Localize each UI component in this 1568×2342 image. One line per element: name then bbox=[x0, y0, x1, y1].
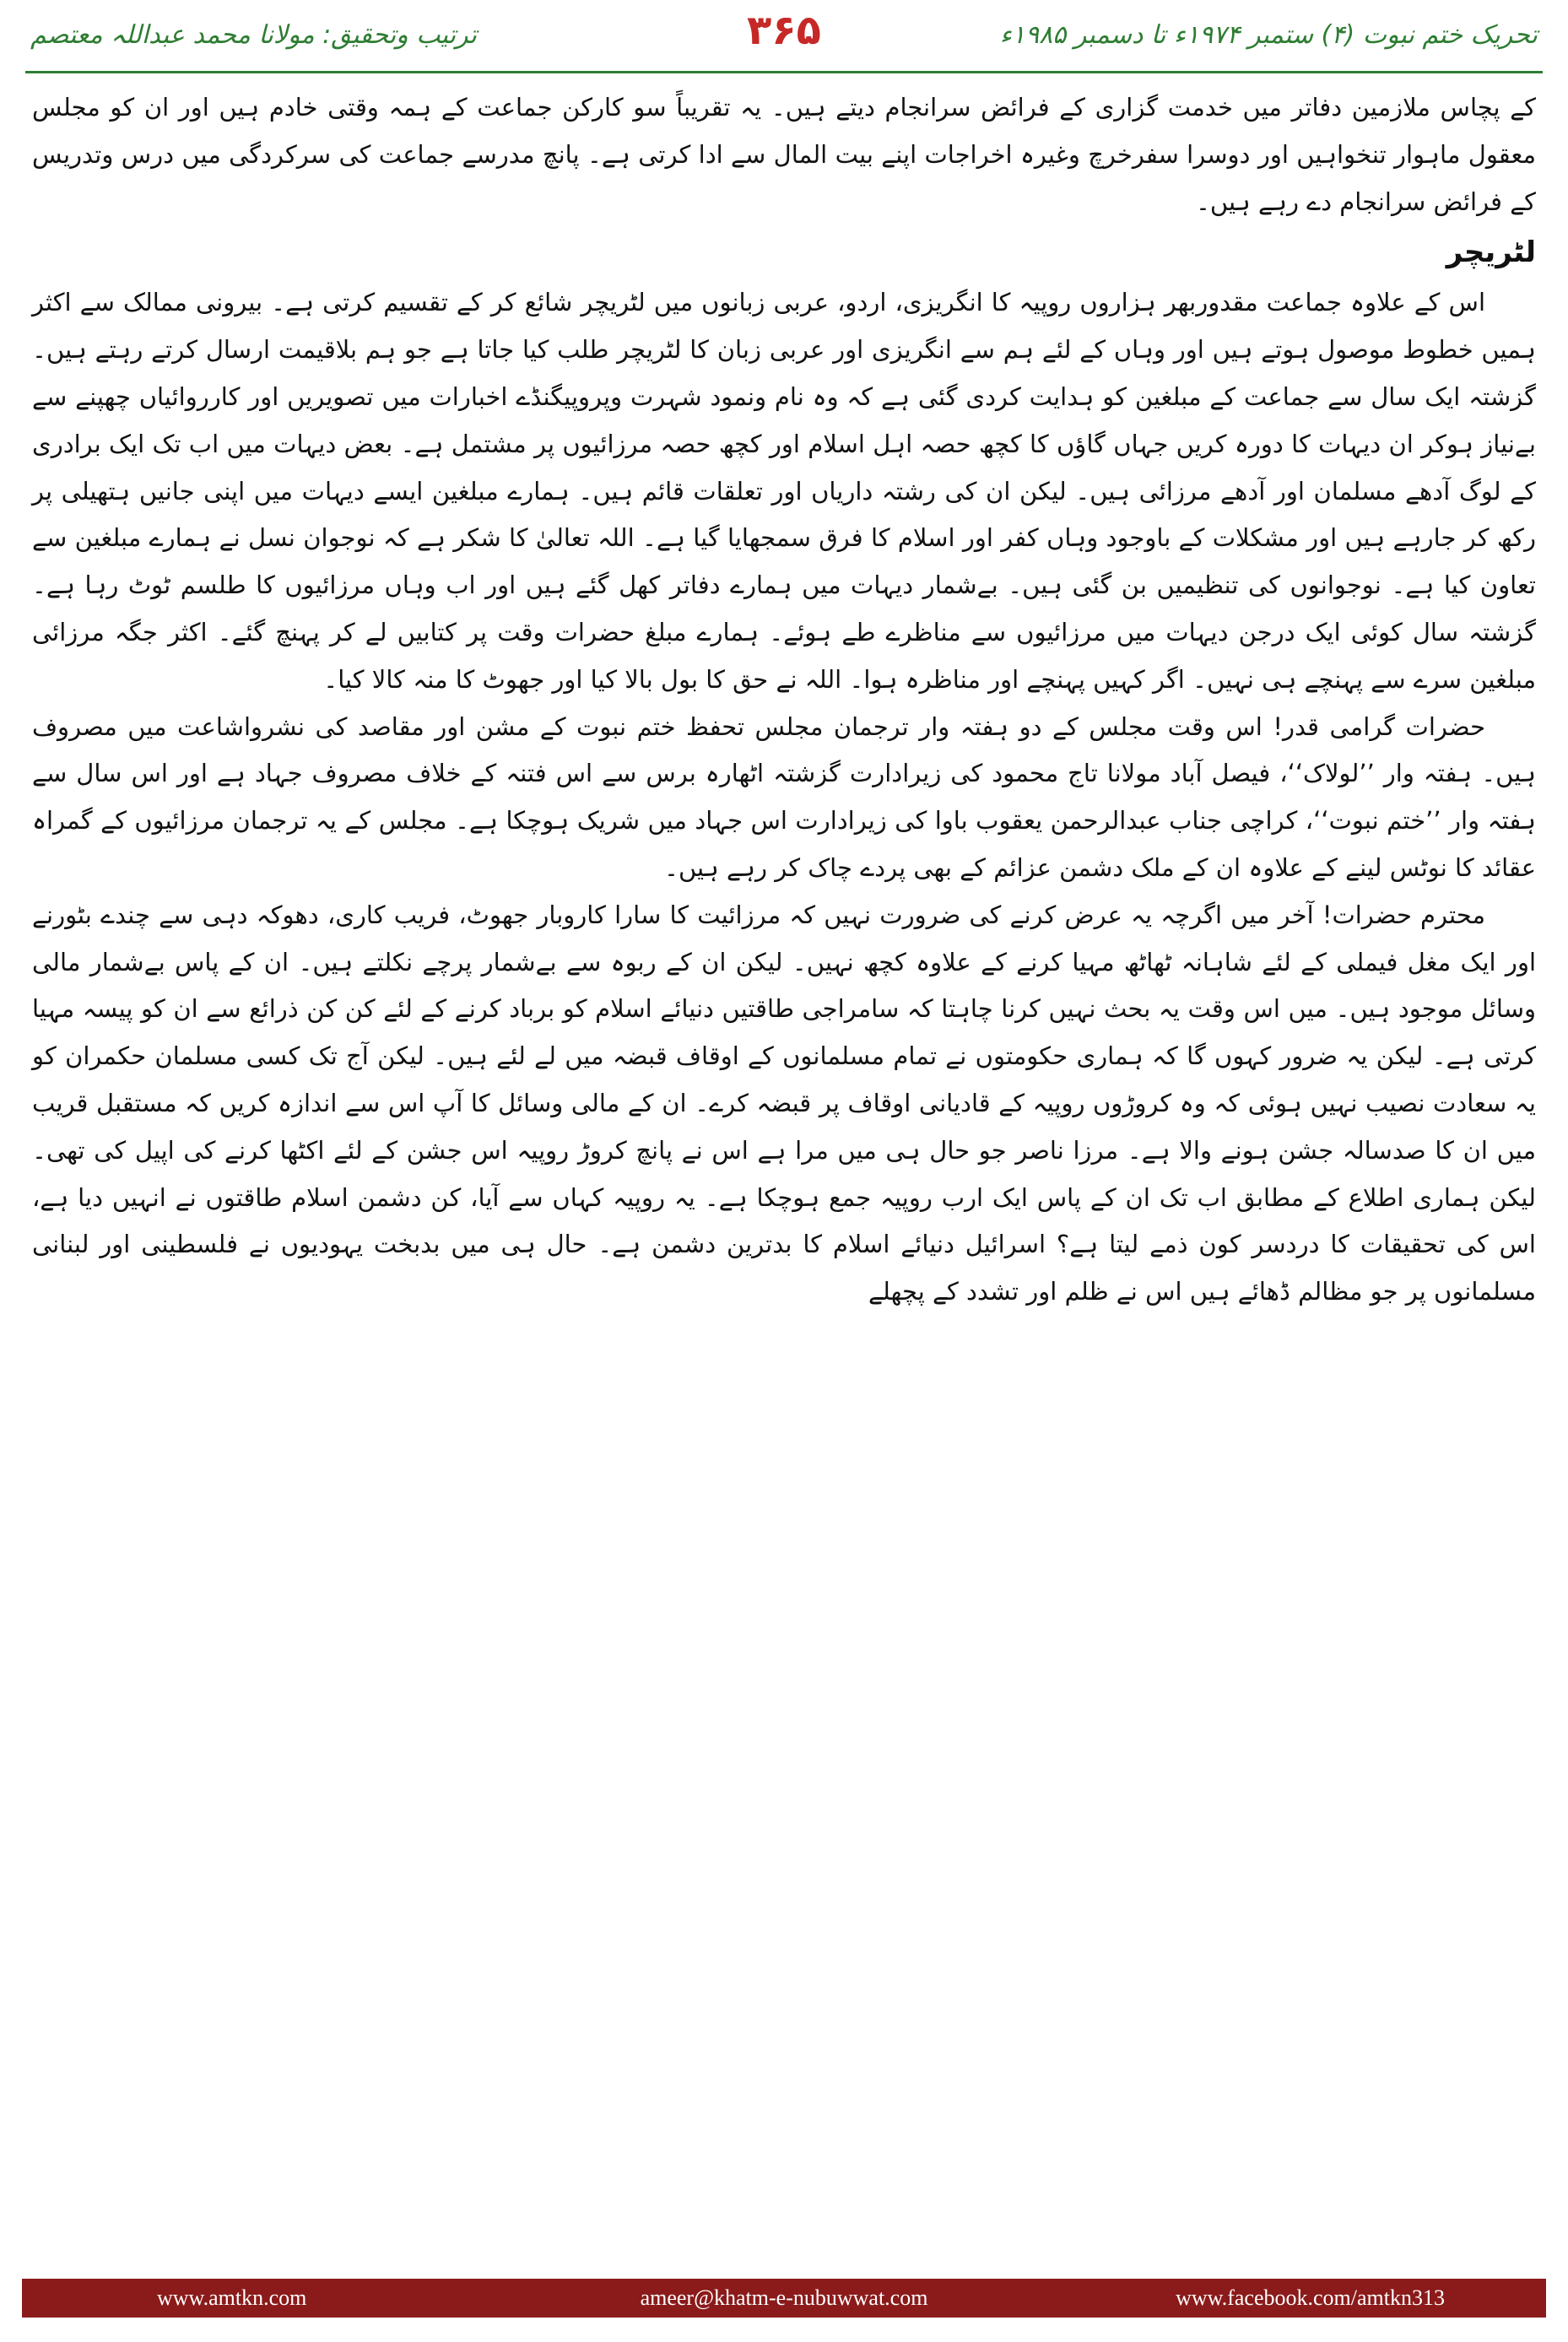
footer-facebook-link[interactable]: www.facebook.com/amtkn313 bbox=[1176, 2285, 1445, 2310]
page-header bbox=[0, 0, 1568, 74]
page-body bbox=[32, 84, 1536, 2258]
paragraph-4: محترم حضرات! آخر میں اگرچہ یہ عرض کرنے کی ضرورت نہیں کہ مرزائیت کا سارا کاروبار جھوٹ، فریب کاری، دھوکہ دہی سے چندے بٹورنے اور ایک مغل فیملی کے لئے شاہانہ ٹھاٹھ مہیا کرنے کے علاوہ کچھ نہیں۔ لیکن ان کے ربوہ سے بےشمار پرچے نکلتے ہیں۔ ان کے پاس بےشمار مالی وسائل موجود ہیں۔ میں اس وقت یہ بحث نہیں کرنا چاہتا کہ سامراجی طاقتیں دنیائے اسلام کو برباد کرنے کے لئے کن کن ذرائع سے ان کو پیسہ مہیا کرتی ہے۔ لیکن یہ ضرور کہوں گا کہ ہماری حکومتوں نے تمام مسلمانوں کے اوقاف قبضہ میں لے لئے ہیں۔ لیکن آج تک کسی مسلمان حکمران کو یہ سعادت نصیب نہیں ہوئی کہ وہ کروڑوں روپیہ کے قادیانی اوقاف پر قبضہ کرے۔ ان کے مالی وسائل کا آپ اس سے اندازہ کریں کہ مستقبل قریب میں ان کا صدسالہ جشن ہونے والا ہے۔ مرزا ناصر جو حال ہی میں مرا ہے اس نے پانچ کروڑ روپیہ اس جشن کے لئے اکٹھا کرنے کی اپیل کی تھی۔ لیکن ہماری اطلاع کے مطابق اب تک ان کے پاس ایک ارب روپیہ جمع ہوچکا ہے۔ یہ روپیہ کہاں سے آیا، کن دشمن اسلام طاقتوں نے انہیں دیا ہے، اس کی تحقیقات کا دردسر کون ذمے لیتا ہے؟ اسرائیل دنیائے اسلام کا بدترین دشمن ہے۔ حال ہی میں بدبخت یہودیوں نے فلسطینی اور لبنانی مسلمانوں پر جو مظالم ڈھائے ہیں اس نے ظلم اور تشدد کے پچھلے bbox=[32, 900, 1536, 1306]
section-heading: لٹریچر bbox=[1446, 235, 1536, 270]
footer-email-link[interactable]: ameer@khatm-e-nubuwwat.com bbox=[640, 2285, 928, 2310]
page-footer bbox=[22, 2279, 1546, 2318]
page-number: ۳۶۵ bbox=[747, 7, 821, 54]
header-divider bbox=[25, 71, 1543, 73]
paragraph-3: حضرات گرامی قدر! اس وقت مجلس کے دو ہفتہ وار ترجمان مجلس تحفظ ختم نبوت کے مشن اور مقاصد کی نشرواشاعت میں مصروف ہیں۔ ہفتہ وار ’’لولاک‘‘، فیصل آباد مولانا تاج محمود کی زیرادارت گزشتہ اٹھارہ برس سے اس فتنہ کے خلاف مصروف جہاد ہے اور اس سال سے ہفتہ وار ’’ختم نبوت‘‘، کراچی جناب عبدالرحمن یعقوب باوا کی زیرادارت اس جہاد میں شریک ہوچکا ہے۔ مجلس کے یہ ترجمان مرزائیوں کے گمراہ عقائد کا نوٹس لینے کے علاوہ ان کے ملک دشمن عزائم کے بھی پردے چاک کر رہے ہیں۔ bbox=[32, 711, 1536, 882]
book-title: تحریک ختم نبوت (۴) ستمبر ۱۹۷۴ء تا دسمبر ۱۹۸۵ء bbox=[999, 20, 1538, 50]
paragraph-2: اس کے علاوہ جماعت مقدوربھر ہزاروں روپیہ کا انگریزی، اردو، عربی زبانوں میں لٹریچر شائع کر کے تقسیم کرتی ہے۔ بیرونی ممالک سے اکثر ہمیں خطوط موصول ہوتے ہیں اور وہاں کے لئے ہم سے انگریزی اور عربی زبان کا لٹریچر طلب کیا جاتا ہے جو ہم بلاقیمت ارسال کرتے رہتے ہیں۔ گزشتہ ایک سال سے جماعت کے مبلغین کو ہدایت کردی گئی ہے کہ وہ نام ونمود شہرت وپروپیگنڈے اخبارات میں تصویریں اور کارروائیاں چھپنے سے بےنیاز ہوکر ان دیہات کا دورہ کریں جہاں گاؤں کا کچھ حصہ اہل اسلام اور کچھ حصہ مرزائیوں پر مشتمل ہے۔ بعض دیہات میں اب تک ایک برادری کے لوگ آدھے مسلمان اور آدھے مرزائی ہیں۔ لیکن ان کی رشتہ داریاں اور تعلقات قائم ہیں۔ ہمارے مبلغین ایسے دیہات میں اپنی جانیں ہتھیلی پر رکھ کر جارہے ہیں اور مشکلات کے باوجود وہاں کفر اور اسلام کا فرق سمجھایا گیا ہے۔ اللہ تعالیٰ کا شکر ہے کہ نوجوان نسل نے ہمارے مبلغین سے تعاون کیا ہے۔ نوجوانوں کی تنظیمیں بن گئی ہیں۔ بےشمار دیہات میں ہمارے دفاتر کھل گئے ہیں اور اب وہاں مرزائیوں کا طلسم ٹوٹ رہا ہے۔ گزشتہ سال کوئی ایک درجن دیہات میں مرزائیوں سے مناظرے طے ہوئے۔ ہمارے مبلغ حضرات وقت پر کتابیں لے کر پہنچ گئے۔ اکثر جگہ مرزائی مبلغین سرے سے پہنچے ہی نہیں۔ اگر کہیں پہنچے اور مناظرہ ہوا۔ اللہ نے حق کا بول بالا کیا اور جھوٹ کا منہ کالا کیا۔ bbox=[32, 288, 1536, 694]
compiler-credit: ترتیب وتحقیق: مولانا محمد عبداللہ معتصم bbox=[30, 20, 477, 50]
paragraph-1: کے پچاس ملازمین دفاتر میں خدمت گزاری کے فرائض سرانجام دیتے ہیں۔ یہ تقریباً سو کارکن جماعت کے ہمہ وقتی خادم ہیں اور ان کو مجلس معقول ماہوار تنخواہیں اور دوسرا سفرخرچ وغیرہ اخراجات اپنے بیت المال سے ادا کرتی ہے۔ پانچ مدرسے جماعت کی سرکردگی میں درس وتدریس کے فرائض سرانجام دے رہے ہیں۔ bbox=[32, 93, 1536, 216]
footer-website-link[interactable]: www.amtkn.com bbox=[157, 2285, 307, 2310]
